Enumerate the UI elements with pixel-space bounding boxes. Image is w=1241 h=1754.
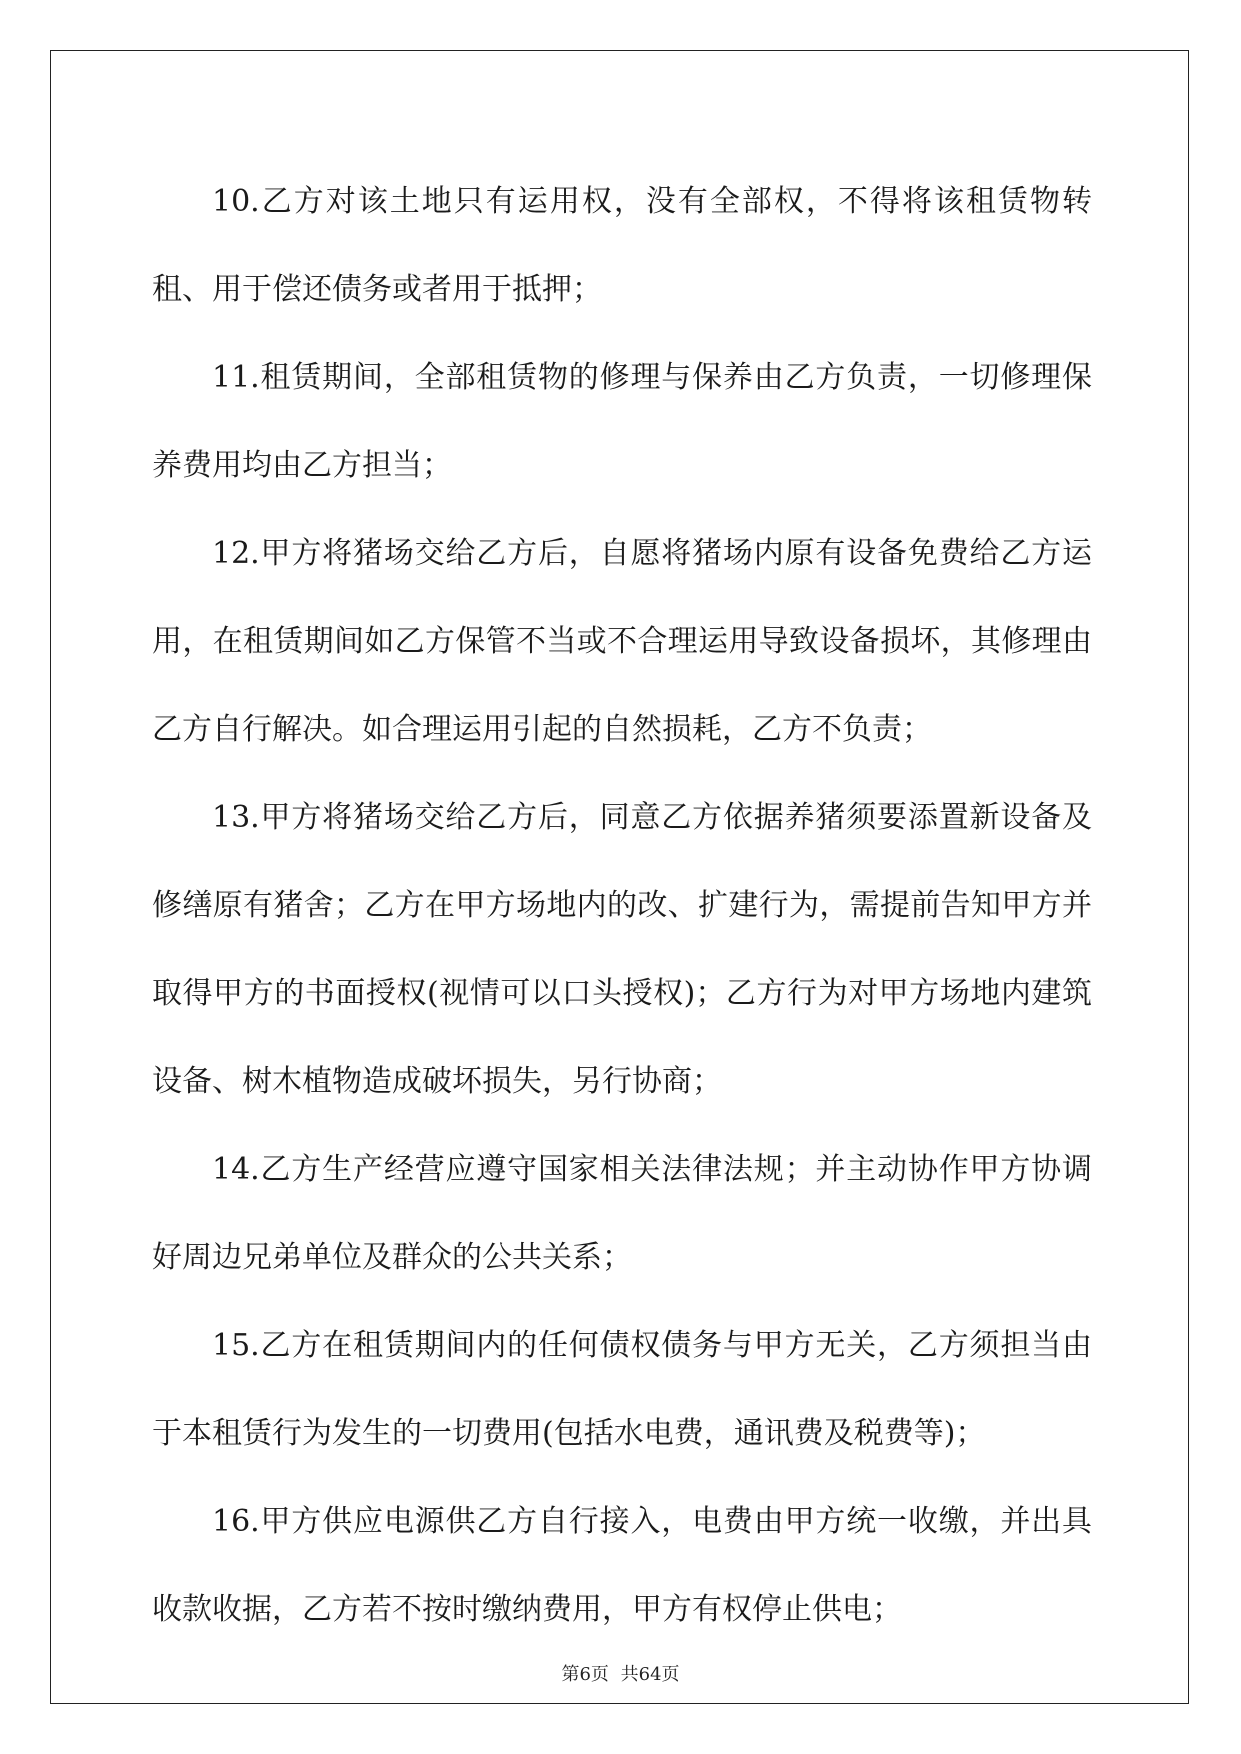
page-number: 第6页 xyxy=(561,1664,609,1685)
clause-16: 16.甲方供应电源供乙方自行接入，电费由甲方统一收缴，并出具收款收据，乙方若不按时缴纳费用，甲方有权停止供电； xyxy=(152,1504,1092,1627)
page-total: 共64页 xyxy=(620,1664,680,1685)
page-footer xyxy=(0,1660,1241,1686)
clause-11: 11.租赁期间，全部租赁物的修理与保养由乙方负责，一切修理保养费用均由乙方担当； xyxy=(152,360,1092,483)
clause-14: 14.乙方生产经营应遵守国家相关法律法规；并主动协作甲方协调好周边兄弟单位及群众的公共关系； xyxy=(152,1152,1092,1275)
clause-10: 10.乙方对该土地只有运用权，没有全部权，不得将该租赁物转租、用于偿还债务或者用于抵押； xyxy=(152,184,1092,307)
clause-12: 12.甲方将猪场交给乙方后，自愿将猪场内原有设备免费给乙方运用，在租赁期间如乙方保管不当或不合理运用导致设备损坏，其修理由乙方自行解决。如合理运用引起的自然损耗，乙方不负责； xyxy=(152,536,1092,747)
clause-15: 15.乙方在租赁期间内的任何债权债务与甲方无关，乙方须担当由于本租赁行为发生的一切费用(包括水电费，通讯费及税费等)； xyxy=(152,1328,1092,1451)
document-body xyxy=(152,158,1092,1654)
clause-13: 13.甲方将猪场交给乙方后，同意乙方依据养猪须要添置新设备及修缮原有猪舍；乙方在甲方场地内的改、扩建行为，需提前告知甲方并取得甲方的书面授权(视情可以口头授权)；乙方行为对甲方场地内建筑设备、树木植物造成破坏损失，另行协商； xyxy=(152,800,1092,1099)
